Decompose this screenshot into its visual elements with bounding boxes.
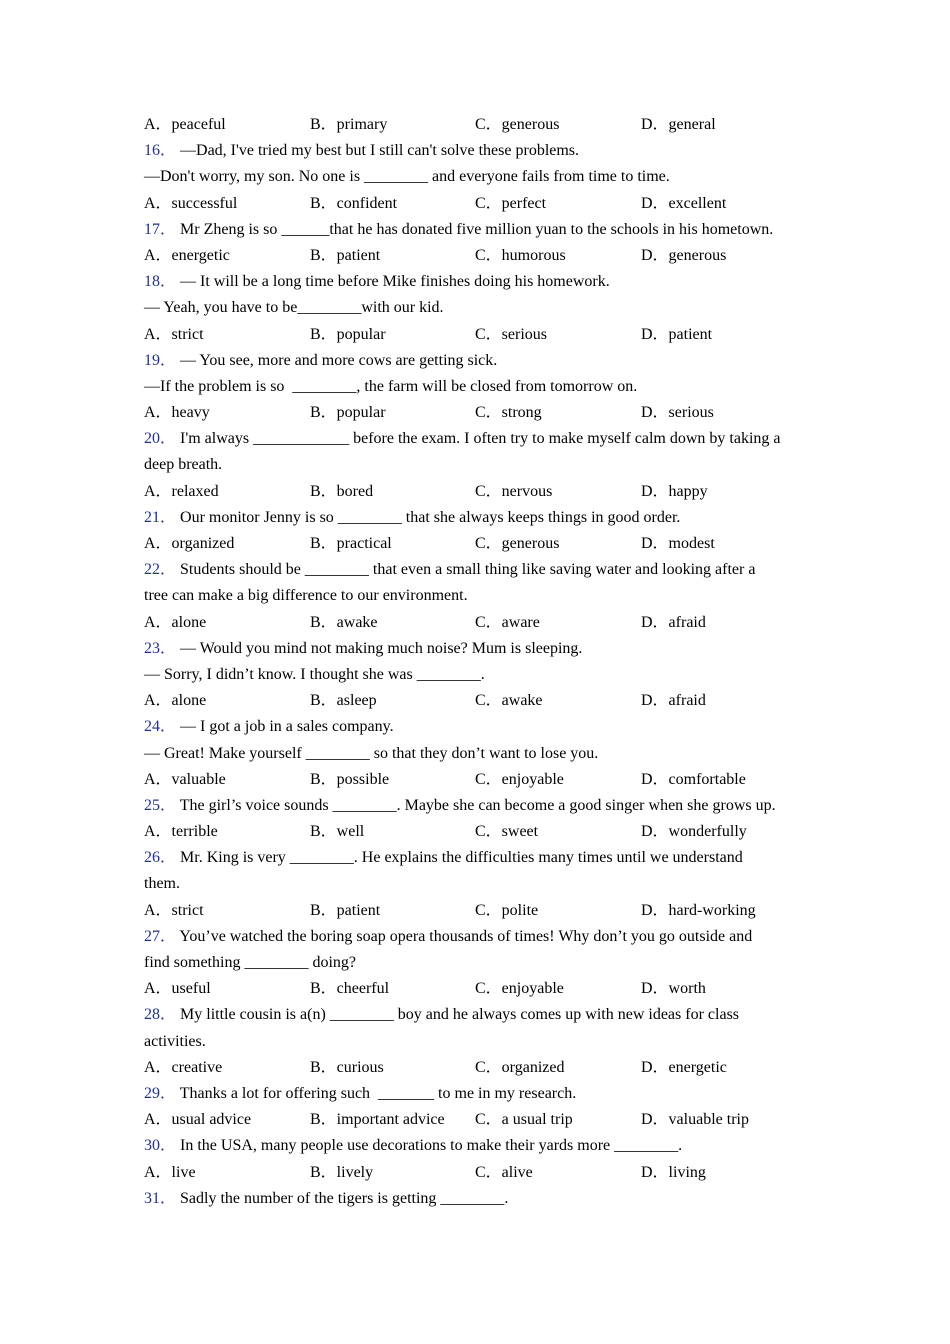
question-stem bbox=[0, 269, 950, 295]
question-stem bbox=[0, 1186, 950, 1212]
option-d: D．patient bbox=[641, 325, 713, 343]
option-c: C．serious bbox=[475, 325, 548, 343]
question-text: — It will be a long time before Mike finishes doing his homework. bbox=[176, 273, 610, 291]
option-b: B．practical bbox=[310, 535, 392, 552]
answer-options-row bbox=[0, 112, 950, 138]
question-number: 25． bbox=[144, 796, 177, 814]
question-stem bbox=[0, 924, 950, 950]
answer-options-row bbox=[0, 243, 950, 269]
option-b: B．lively bbox=[310, 1163, 374, 1181]
option-c: C．generous bbox=[475, 116, 560, 133]
answer-options-row bbox=[0, 1107, 950, 1133]
option-a: A．creative bbox=[144, 1058, 223, 1076]
option-c: C．perfect bbox=[475, 194, 547, 212]
question-stem bbox=[0, 138, 950, 164]
option-c: C．sweet bbox=[475, 823, 539, 841]
option-c: C．strong bbox=[475, 404, 542, 422]
question-number: 21． bbox=[144, 508, 177, 526]
option-a: A．organized bbox=[144, 535, 235, 552]
option-a: A．terrible bbox=[144, 823, 218, 841]
option-a: A．alone bbox=[144, 613, 207, 631]
question-stem bbox=[0, 217, 950, 243]
question-number: 20． bbox=[144, 430, 177, 448]
question-number: 18． bbox=[144, 273, 177, 291]
answer-options-row bbox=[0, 767, 950, 793]
option-b: B．primary bbox=[310, 116, 388, 133]
option-b: B．popular bbox=[310, 404, 386, 422]
option-b: B．cheerful bbox=[310, 980, 390, 998]
option-b: B．patient bbox=[310, 901, 381, 919]
question-continuation bbox=[0, 374, 950, 400]
option-d: D．modest bbox=[641, 535, 715, 552]
option-c: C．nervous bbox=[475, 482, 553, 500]
question-text: My little cousin is a(n) ________ boy and he always comes up with new ideas for class bbox=[176, 1006, 740, 1024]
answer-options-row bbox=[0, 1055, 950, 1081]
option-b: B．awake bbox=[310, 613, 378, 631]
option-c: C．enjoyable bbox=[475, 980, 564, 998]
question-text: Thanks a lot for offering such _______ to me in my research. bbox=[176, 1084, 577, 1102]
option-d: D．serious bbox=[641, 404, 714, 422]
option-b: B．bored bbox=[310, 482, 374, 500]
question-continuation bbox=[0, 164, 950, 190]
question-text: deep breath. bbox=[144, 456, 223, 474]
question-stem bbox=[0, 557, 950, 583]
question-number: 31． bbox=[144, 1189, 177, 1207]
option-d: D．afraid bbox=[641, 613, 706, 631]
question-stem bbox=[0, 505, 950, 531]
answer-options-row bbox=[0, 1160, 950, 1186]
question-text: —If the problem is so ________, the farm will be closed from tomorrow on. bbox=[144, 377, 638, 395]
question-number: 19． bbox=[144, 351, 177, 369]
option-c: C．aware bbox=[475, 613, 540, 631]
answer-options-row bbox=[0, 479, 950, 505]
question-number: 24． bbox=[144, 718, 177, 736]
option-c: C．polite bbox=[475, 901, 539, 919]
question-text: Mr Zheng is so ______that he has donated five million yuan to the schools in his hometown. bbox=[176, 220, 774, 238]
question-text: activities. bbox=[144, 1032, 206, 1050]
question-number: 30． bbox=[144, 1137, 177, 1155]
question-text: tree can make a big difference to our environment. bbox=[144, 587, 468, 605]
answer-options-row bbox=[0, 531, 950, 557]
question-text: find something ________ doing? bbox=[144, 954, 356, 971]
answer-options-row bbox=[0, 191, 950, 217]
option-b: B．important advice bbox=[310, 1111, 445, 1129]
option-a: A．strict bbox=[144, 901, 204, 919]
option-a: A．live bbox=[144, 1163, 196, 1181]
question-stem bbox=[0, 845, 950, 871]
option-a: A．valuable bbox=[144, 770, 226, 788]
option-d: D．comfortable bbox=[641, 770, 746, 788]
question-text: Our monitor Jenny is so ________ that she always keeps things in good order. bbox=[176, 508, 681, 526]
option-b: B．well bbox=[310, 823, 365, 841]
option-a: A．strict bbox=[144, 325, 204, 343]
question-text: —Don't worry, my son. No one is ________ and everyone fails from time to time. bbox=[144, 168, 670, 186]
question-continuation bbox=[0, 950, 950, 976]
option-d: D．general bbox=[641, 116, 716, 133]
question-stem bbox=[0, 1081, 950, 1107]
option-c: C．alive bbox=[475, 1163, 533, 1181]
option-a: A．usual advice bbox=[144, 1111, 252, 1129]
option-b: B．curious bbox=[310, 1058, 384, 1076]
question-text: I'm always ____________ before the exam. I often try to make myself calm down by taking a bbox=[176, 430, 781, 448]
question-stem bbox=[0, 793, 950, 819]
option-b: B．patient bbox=[310, 246, 381, 264]
question-text: them. bbox=[144, 875, 180, 893]
question-text: — Sorry, I didn’t know. I thought she was ________. bbox=[144, 665, 485, 683]
question-continuation bbox=[0, 871, 950, 897]
question-text: —Dad, I've tried my best but I still can't solve these problems. bbox=[176, 142, 580, 160]
answer-options-row bbox=[0, 898, 950, 924]
question-text: The girl’s voice sounds ________. Maybe she can become a good singer when she grows up. bbox=[176, 796, 776, 814]
answer-options-row bbox=[0, 976, 950, 1002]
option-a: A．energetic bbox=[144, 246, 230, 264]
question-continuation bbox=[0, 295, 950, 321]
answer-options-row bbox=[0, 400, 950, 426]
option-b: B．confident bbox=[310, 194, 398, 212]
question-text: In the USA, many people use decorations to make their yards more ________. bbox=[176, 1137, 683, 1155]
question-continuation bbox=[0, 662, 950, 688]
question-text: — Yeah, you have to be________with our kid. bbox=[144, 299, 444, 317]
question-stem bbox=[0, 348, 950, 374]
option-d: D．wonderfully bbox=[641, 823, 747, 841]
question-stem bbox=[0, 636, 950, 662]
option-c: C．awake bbox=[475, 692, 543, 710]
option-a: A．peaceful bbox=[144, 116, 226, 133]
question-stem bbox=[0, 1002, 950, 1028]
question-text: — You see, more and more cows are getting sick. bbox=[176, 351, 498, 369]
question-text: Mr. King is very ________. He explains the difficulties many times until we understand bbox=[176, 849, 743, 867]
question-number: 23． bbox=[144, 639, 177, 657]
option-a: A．alone bbox=[144, 692, 207, 710]
option-d: D．happy bbox=[641, 482, 708, 500]
question-continuation bbox=[0, 1029, 950, 1055]
question-continuation bbox=[0, 452, 950, 478]
question-text: — I got a job in a sales company. bbox=[176, 718, 394, 736]
option-d: D．worth bbox=[641, 980, 706, 998]
question-stem bbox=[0, 426, 950, 452]
question-number: 22． bbox=[144, 561, 177, 579]
option-a: A．relaxed bbox=[144, 482, 219, 500]
question-number: 26． bbox=[144, 849, 177, 867]
question-stem bbox=[0, 714, 950, 740]
option-d: D．hard-working bbox=[641, 901, 756, 919]
question-text: You’ve watched the boring soap opera thousands of times! Why don’t you go outside and bbox=[176, 927, 753, 945]
option-d: D．excellent bbox=[641, 194, 727, 212]
question-number: 16． bbox=[144, 142, 177, 160]
question-text: Students should be ________ that even a small thing like saving water and looking after a bbox=[176, 561, 756, 579]
question-number: 27． bbox=[144, 927, 177, 945]
option-c: C．humorous bbox=[475, 246, 566, 264]
option-d: D．generous bbox=[641, 246, 727, 264]
option-b: B．popular bbox=[310, 325, 386, 343]
question-number: 17． bbox=[144, 220, 177, 238]
option-a: A．useful bbox=[144, 980, 211, 998]
option-c: C．generous bbox=[475, 535, 560, 552]
question-text: — Would you mind not making much noise? Mum is sleeping. bbox=[176, 639, 583, 657]
option-d: D．afraid bbox=[641, 692, 706, 710]
option-a: A．successful bbox=[144, 194, 238, 212]
answer-options-row bbox=[0, 322, 950, 348]
question-number: 28． bbox=[144, 1006, 177, 1024]
option-c: C．a usual trip bbox=[475, 1111, 573, 1129]
question-text: Sadly the number of the tigers is getting ________. bbox=[176, 1189, 509, 1207]
answer-options-row bbox=[0, 610, 950, 636]
option-d: D．valuable trip bbox=[641, 1111, 749, 1129]
option-b: B．asleep bbox=[310, 692, 377, 710]
question-text: — Great! Make yourself ________ so that they don’t want to lose you. bbox=[144, 744, 599, 762]
worksheet-page bbox=[0, 112, 950, 1212]
question-stem bbox=[0, 1133, 950, 1159]
question-continuation bbox=[0, 741, 950, 767]
option-d: D．living bbox=[641, 1163, 706, 1181]
option-c: C．enjoyable bbox=[475, 770, 564, 788]
option-b: B．possible bbox=[310, 770, 390, 788]
option-a: A．heavy bbox=[144, 404, 210, 422]
option-d: D．energetic bbox=[641, 1058, 727, 1076]
question-continuation bbox=[0, 583, 950, 609]
option-c: C．organized bbox=[475, 1058, 565, 1076]
answer-options-row bbox=[0, 688, 950, 714]
answer-options-row bbox=[0, 819, 950, 845]
question-number: 29． bbox=[144, 1084, 177, 1102]
